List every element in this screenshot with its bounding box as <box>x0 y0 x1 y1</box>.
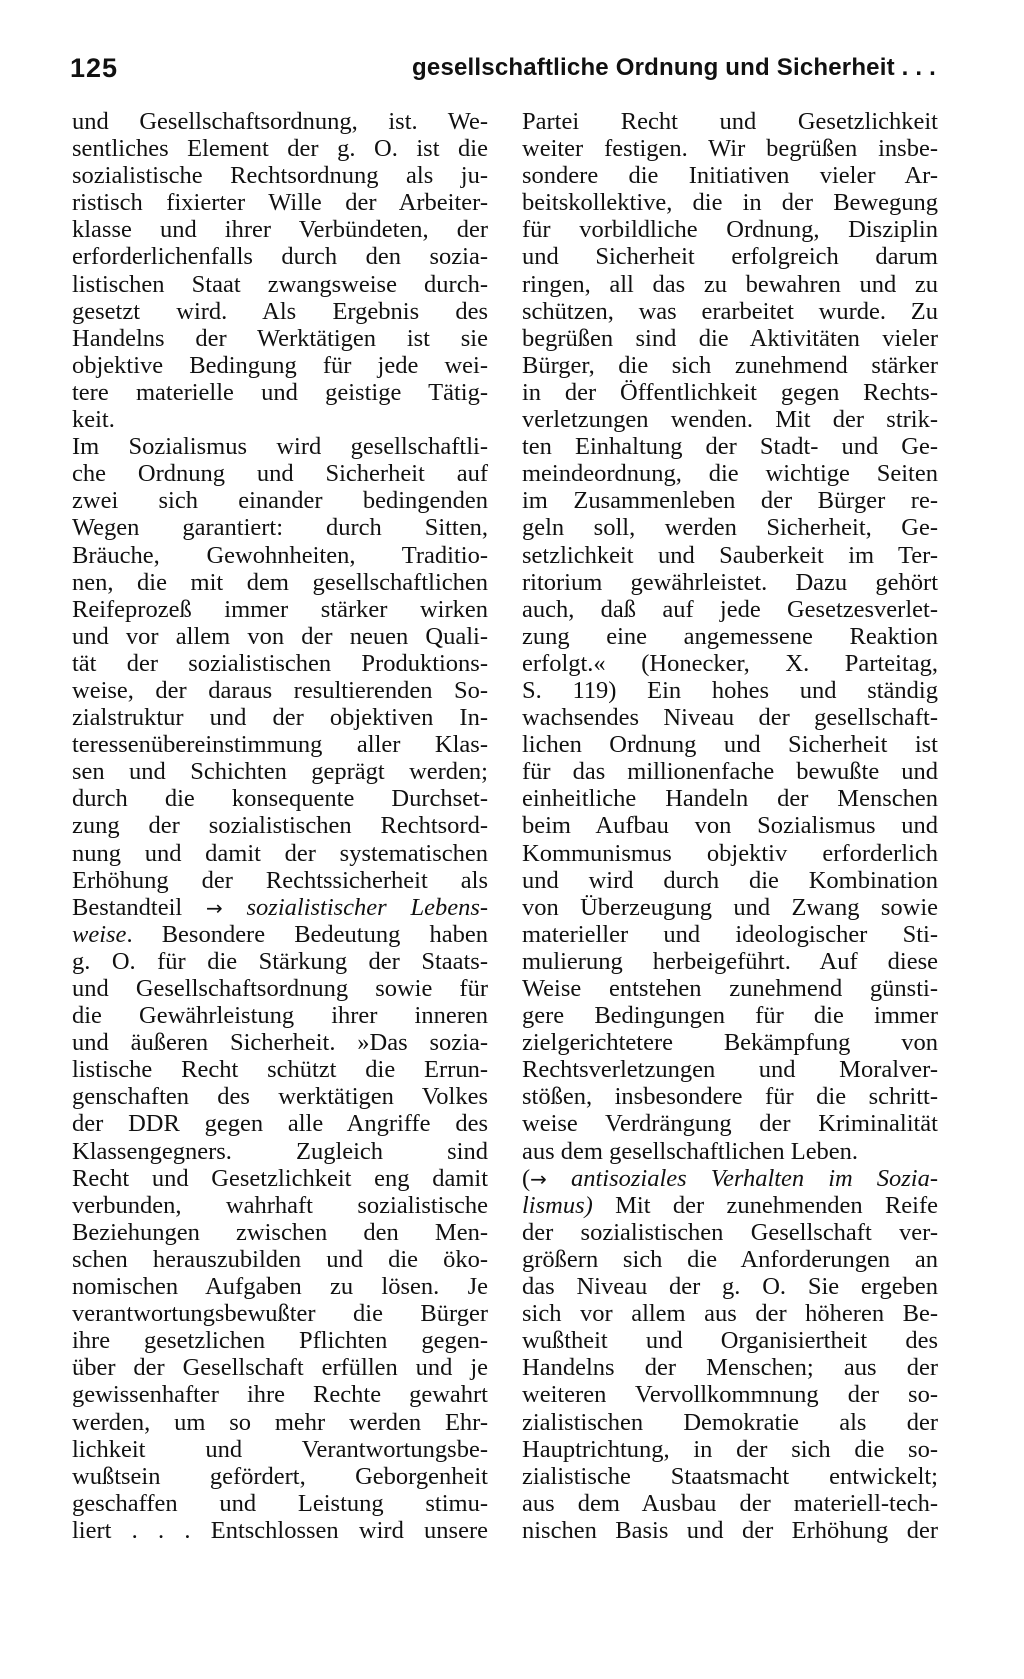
text-line: Recht und Gesetzlichkeit eng damit <box>72 1164 488 1192</box>
cross-reference-term: antisoziales Verhalten im Sozia- <box>570 1164 938 1192</box>
text-line: Reifeprozeß immer stärker wirken <box>72 595 488 623</box>
text-fragment: . <box>126 920 133 948</box>
text-line: nen, die mit dem gesellschaftlichen <box>72 568 488 596</box>
text-line: und äußeren Sicherheit. »Das sozia- <box>72 1029 488 1057</box>
text-line-with-crossref <box>522 1165 938 1192</box>
right-column <box>522 108 938 1544</box>
text-line: mulierung herbeigeführt. Auf diese <box>522 947 938 975</box>
text-line: von Überzeugung und Zwang sowie <box>522 893 938 921</box>
text-line: setzlichkeit und Sauberkeit im Ter- <box>522 541 938 569</box>
cross-reference-arrow-icon: → <box>205 895 223 920</box>
text-line: durch die konsequente Durchset- <box>72 785 488 813</box>
text-line: beim Aufbau von Sozialismus und <box>522 812 938 840</box>
text-line: ritorium gewährleistet. Dazu gehört <box>522 568 938 596</box>
text-line: weise, der daraus resultierenden So- <box>72 676 488 704</box>
text-line: weise Verdrängung der Kriminalität <box>522 1110 938 1138</box>
text-line: che Ordnung und Sicherheit auf <box>72 460 488 488</box>
text-line: ten Einhaltung der Stadt- und Ge- <box>522 433 938 461</box>
text-line: zialistischen Demokratie als der <box>522 1408 938 1436</box>
text-line: über der Gesellschaft erfüllen und je <box>72 1354 488 1382</box>
text-fragment: Bestandteil <box>72 893 183 921</box>
text-line: Handelns der Werktätigen ist sie <box>72 324 488 352</box>
text-line: wußtsein gefördert, Geborgenheit <box>72 1462 488 1490</box>
text-line: gere Bedingungen für die immer <box>522 1002 938 1030</box>
text-line: Handelns der Menschen; aus der <box>522 1354 938 1382</box>
text-line: der DDR gegen alle Angriffe des <box>72 1110 488 1138</box>
header-title: gesellschaftliche Ordnung und Sicherheit . . . <box>412 54 936 81</box>
text-line: schen herauszubilden und die öko- <box>72 1245 488 1273</box>
text-line: Im Sozialismus wird gesellschaftli- <box>72 433 488 461</box>
text-line: erfolgt.« (Honecker, X. Parteitag, <box>522 649 938 677</box>
text-fragment: Mit der zunehmenden Reife <box>592 1191 938 1219</box>
text-line: auch, daß auf jede Gesetzesverlet- <box>522 595 938 623</box>
text-line: in der Öffentlichkeit gegen Rechts- <box>522 378 938 406</box>
text-line: sen und Schichten geprägt werden; <box>72 758 488 786</box>
text-line: für das millionenfache bewußte und <box>522 758 938 786</box>
text-line: nomischen Aufgaben zu lösen. Je <box>72 1273 488 1301</box>
text-line: listische Recht schützt die Errun- <box>72 1056 488 1084</box>
text-line: begrüßen sind die Aktivitäten vieler <box>522 324 938 352</box>
text-line: S. 119) Ein hohes und ständig <box>522 676 938 704</box>
text-line: ristisch fixierter Wille der Arbeiter- <box>72 189 488 217</box>
text-line: Bürger, die sich zunehmend stärker <box>522 351 938 379</box>
text-line: verbunden, wahrhaft sozialistische <box>72 1191 488 1219</box>
text-fragment: ( <box>522 1164 531 1192</box>
text-line: Bräuche, Gewohnheiten, Traditio- <box>72 541 488 569</box>
text-line: Kommunismus objektiv erforderlich <box>522 839 938 867</box>
cross-reference-term: weise <box>72 920 127 948</box>
text-line: zialstruktur und der objektiven In- <box>72 704 488 732</box>
text-line: keit. <box>72 406 115 434</box>
text-line: teressenübereinstimmung aller Klas- <box>72 731 488 759</box>
text-line: sondere die Initiativen vieler Ar- <box>522 162 938 190</box>
text-line: zung eine angemessene Reaktion <box>522 622 938 650</box>
text-line: ihre gesetzlichen Pflichten gegen- <box>72 1327 488 1355</box>
text-line: sozialistische Rechtsordnung als ju- <box>72 162 488 190</box>
text-line: tere materielle und geistige Tätig- <box>72 378 488 406</box>
text-line: materieller und ideologischer Sti- <box>522 920 938 948</box>
text-line: objektive Bedingung für jede wei- <box>72 351 488 379</box>
text-line: verletzungen wenden. Mit der strik- <box>522 406 938 434</box>
text-line: sentliches Element der g. O. ist die <box>72 135 488 163</box>
cross-reference-arrow-icon: → <box>530 1166 547 1191</box>
text-line: und vor allem von der neuen Quali- <box>72 622 488 650</box>
text-line: verantwortungsbewußter die Bürger <box>72 1300 488 1328</box>
text-line: lichkeit und Verantwortungsbe- <box>72 1435 488 1463</box>
text-line: wachsendes Niveau der gesellschaft- <box>522 704 938 732</box>
text-line: schützen, was erarbeitet wurde. Zu <box>522 297 938 325</box>
text-line: für vorbildliche Ordnung, Disziplin <box>522 216 938 244</box>
text-line: und Gesellschaftsordnung, ist. We- <box>72 108 488 135</box>
text-line: wußtheit und Organisiertheit des <box>522 1327 938 1355</box>
text-line: aus dem gesellschaftlichen Leben. <box>522 1137 859 1165</box>
text-line: Partei Recht und Gesetzlichkeit <box>522 108 938 135</box>
text-line: Rechtsverletzungen und Moralver- <box>522 1056 938 1084</box>
text-line: Beziehungen zwischen den Men- <box>72 1218 488 1246</box>
text-line: sich vor allem aus der höheren Be- <box>522 1300 938 1328</box>
text-fragment: Besondere Bedeutung haben <box>132 920 488 948</box>
text-line: lichen Ordnung und Sicherheit ist <box>522 731 938 759</box>
text-line: nung und damit der systematischen <box>72 839 488 867</box>
text-line: zialistische Staatsmacht entwickelt; <box>522 1462 938 1490</box>
text-line: Hauptrichtung, in der sich die so- <box>522 1435 938 1463</box>
text-line: größern sich die Anforderungen an <box>522 1245 938 1273</box>
text-line: weiter festigen. Wir begrüßen insbe- <box>522 135 938 163</box>
text-line: einheitliche Handeln der Menschen <box>522 785 938 813</box>
text-line: Klassengegners. Zugleich sind <box>72 1137 488 1165</box>
text-line: geschaffen und Leistung stimu- <box>72 1489 488 1517</box>
text-line: geln soll, werden Sicherheit, Ge- <box>522 514 938 542</box>
text-line: aus dem Ausbau der materiell-tech- <box>522 1489 938 1517</box>
text-line: zielgerichtetere Bekämpfung von <box>522 1029 938 1057</box>
text-line: und Gesellschaftsordnung sowie für <box>72 975 488 1002</box>
text-line-with-crossref <box>72 921 488 948</box>
text-line: das Niveau der g. O. Sie ergeben <box>522 1273 938 1301</box>
text-line: stößen, insbesondere für die schritt- <box>522 1083 938 1111</box>
cross-reference-term: sozialistischer Lebens- <box>246 893 489 921</box>
text-line: gesetzt wird. Als Ergebnis des <box>72 297 488 325</box>
text-line: beitskollektive, die in der Bewegung <box>522 189 938 217</box>
text-line: erforderlichenfalls durch den sozia- <box>72 243 488 271</box>
text-line: die Gewährleistung ihrer inneren <box>72 1002 488 1030</box>
text-line: genschaften des werktätigen Volkes <box>72 1083 488 1111</box>
text-line: gewissenhafter ihre Rechte gewahrt <box>72 1381 488 1409</box>
text-line: meindeordnung, die wichtige Seiten <box>522 460 938 488</box>
text-line: g. O. für die Stärkung der Staats- <box>72 947 488 975</box>
text-line: der sozialistischen Gesellschaft ver- <box>522 1218 938 1246</box>
text-line: weiteren Vervollkommnung der so- <box>522 1381 938 1409</box>
text-line: Weise entstehen zunehmend günsti- <box>522 975 938 1002</box>
text-line: Erhöhung der Rechtssicherheit als <box>72 866 488 894</box>
text-line: listischen Staat zwangsweise durch- <box>72 270 488 298</box>
text-line: Wegen garantiert: durch Sitten, <box>72 514 488 542</box>
text-line: tät der sozialistischen Produktions- <box>72 649 488 677</box>
text-line: nischen Basis und der Erhöhung der <box>522 1516 938 1544</box>
text-line: werden, um so mehr werden Ehr- <box>72 1408 488 1436</box>
text-line: und wird durch die Kombination <box>522 866 938 894</box>
page-number: 125 <box>70 53 119 83</box>
text-line-with-crossref <box>72 894 488 921</box>
text-line: ringen, all das zu bewahren und zu <box>522 270 938 298</box>
text-line: liert . . . Entschlossen wird unsere <box>72 1516 488 1544</box>
text-line-with-crossref <box>522 1192 938 1219</box>
text-line: klasse und ihrer Verbündeten, der <box>72 216 488 244</box>
running-head <box>70 50 936 86</box>
text-line: und Sicherheit erfolgreich darum <box>522 243 938 271</box>
text-line: zung der sozialistischen Rechtsord- <box>72 812 488 840</box>
text-line: zwei sich einander bedingenden <box>72 487 488 515</box>
text-line: im Zusammenleben der Bürger re- <box>522 487 938 515</box>
cross-reference-term: lismus) <box>522 1191 593 1219</box>
left-column <box>72 108 488 1544</box>
